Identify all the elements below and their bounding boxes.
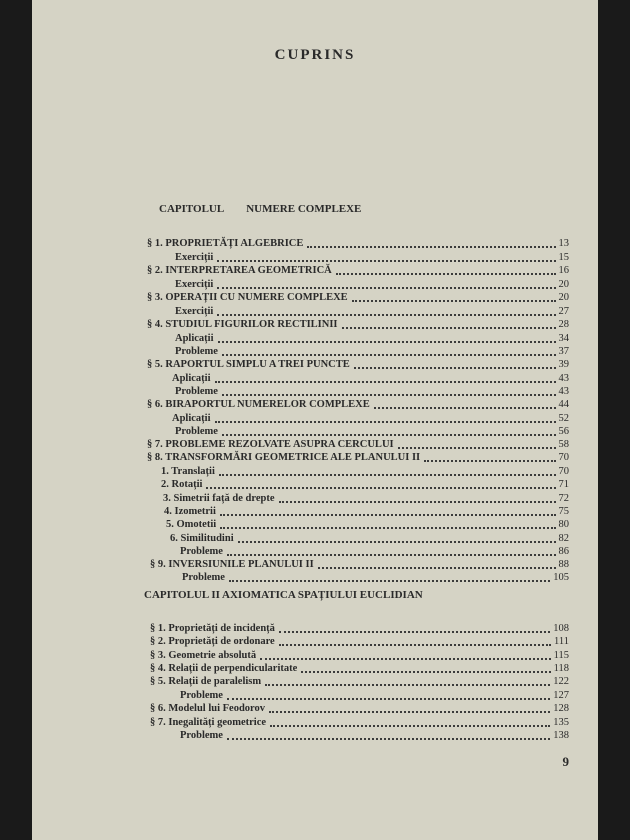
- entry-page-number: 88: [558, 559, 569, 570]
- chapter-2-entry: [150, 649, 569, 662]
- dot-leader: [218, 341, 556, 343]
- entry-title: Exerciții: [175, 279, 214, 290]
- entry-title: Probleme: [175, 426, 218, 437]
- entry-title: Probleme: [175, 346, 218, 357]
- chapter-2-heading: CAPITOLUL II AXIOMATICA SPAȚIULUI EUCLIDIAN: [144, 589, 423, 601]
- dot-leader: [269, 711, 550, 713]
- entry-page-number: 20: [558, 292, 569, 303]
- entry-title: § 7. Inegalități geometrice: [150, 717, 267, 728]
- entry-title: 6. Similitudini: [170, 533, 234, 544]
- entry-title: Aplicații: [172, 373, 211, 384]
- entry-page-number: 52: [558, 413, 569, 424]
- entry-title: Aplicații: [175, 333, 214, 344]
- chapter-2-entry: [150, 662, 569, 675]
- entry-page-number: 86: [558, 546, 569, 557]
- entry-page-number: 115: [553, 650, 569, 661]
- entry-title: § 7. PROBLEME REZOLVATE ASUPRA CERCULUI: [147, 439, 394, 450]
- dot-leader: [220, 527, 555, 529]
- entry-page-number: 105: [553, 572, 569, 583]
- entry-title: Probleme: [180, 546, 223, 557]
- entry-page-number: 111: [554, 636, 569, 647]
- entry-title: 5. Omotetii: [166, 519, 217, 530]
- chapter-1-entry: [175, 305, 569, 318]
- entry-page-number: 56: [558, 426, 569, 437]
- table-of-contents: [32, 0, 598, 840]
- entry-title: Aplicații: [172, 413, 211, 424]
- chapter-1-entry: [147, 318, 569, 331]
- chapter-1-entry: [175, 278, 569, 291]
- chapter-1-entry: [182, 571, 569, 584]
- entry-page-number: 15: [558, 252, 569, 263]
- dot-leader: [217, 287, 555, 289]
- dot-leader: [219, 474, 556, 476]
- chapter-1-entry: [147, 398, 569, 411]
- chapter-1-entry: [147, 264, 569, 277]
- dot-leader: [270, 725, 550, 727]
- dot-leader: [222, 394, 556, 396]
- dot-leader: [227, 698, 550, 700]
- chapter-1-entry: [175, 425, 569, 438]
- chapter-1-entry: [170, 532, 569, 545]
- entry-page-number: 44: [558, 399, 569, 410]
- entry-title: § 5. Relații de paralelism: [150, 676, 262, 687]
- dot-leader: [222, 434, 556, 436]
- dot-leader: [227, 738, 550, 740]
- entry-title: Probleme: [182, 572, 225, 583]
- dot-leader: [352, 300, 556, 302]
- dot-leader: [398, 447, 556, 449]
- entry-page-number: 122: [553, 676, 569, 687]
- entry-page-number: 34: [558, 333, 569, 344]
- dot-leader: [265, 684, 550, 686]
- entry-title: § 6. BIRAPORTUL NUMERELOR COMPLEXE: [147, 399, 370, 410]
- chapter-1-entry: [180, 545, 569, 558]
- entry-title: § 6. Modelul lui Feodorov: [150, 703, 266, 714]
- entry-title: 3. Simetrii față de drepte: [163, 493, 275, 504]
- page-title: CUPRINS: [274, 47, 356, 63]
- entry-title: Exerciții: [175, 306, 214, 317]
- dot-leader: [336, 273, 556, 275]
- dot-leader: [279, 631, 550, 633]
- chapter-1-entry: [147, 291, 569, 304]
- chapter-1-entry: [175, 385, 569, 398]
- dot-leader: [220, 514, 556, 516]
- dot-leader: [374, 407, 556, 409]
- dot-leader: [238, 541, 556, 543]
- chapter-1-label: CAPITOLUL: [159, 203, 225, 215]
- entry-title: Exerciții: [175, 252, 214, 263]
- entry-page-number: 37: [558, 346, 569, 357]
- entry-page-number: 39: [558, 359, 569, 370]
- entry-title: § 5. RAPORTUL SIMPLU A TREI PUNCTE: [147, 359, 350, 370]
- entry-page-number: 43: [558, 386, 569, 397]
- chapter-2-entry: [180, 689, 569, 702]
- entry-title: Probleme: [180, 730, 223, 741]
- book-page: [32, 0, 598, 840]
- chapter-2-entry: [150, 675, 569, 688]
- dot-leader: [279, 644, 551, 646]
- chapter-1-entry: [147, 358, 569, 371]
- dot-leader: [222, 354, 556, 356]
- entry-title: 4. Izometrii: [164, 506, 216, 517]
- entry-page-number: 82: [558, 533, 569, 544]
- entry-page-number: 128: [553, 703, 569, 714]
- dot-leader: [206, 487, 555, 489]
- chapter-2-entry: [150, 635, 569, 648]
- entry-page-number: 43: [558, 373, 569, 384]
- dot-leader: [260, 658, 550, 660]
- chapter-1-entry: [150, 558, 569, 571]
- entry-title: § 4. STUDIUL FIGURILOR RECTILINII: [147, 319, 338, 330]
- dot-leader: [215, 421, 556, 423]
- entry-page-number: 70: [558, 452, 569, 463]
- chapter-1-entry: [147, 237, 569, 250]
- chapter-1-entry: [172, 372, 569, 385]
- chapter-2-entry: [180, 729, 569, 742]
- entry-page-number: 70: [558, 466, 569, 477]
- chapter-1-entry: [166, 518, 569, 531]
- entry-title: § 9. INVERSIUNILE PLANULUI II: [150, 559, 314, 570]
- entry-title: 1. Translații: [161, 466, 215, 477]
- entry-page-number: 20: [558, 279, 569, 290]
- dot-leader: [301, 671, 550, 673]
- entry-page-number: 72: [558, 493, 569, 504]
- chapter-1-entry: [161, 465, 569, 478]
- entry-page-number: 27: [558, 306, 569, 317]
- entry-title: § 3. OPERAȚII CU NUMERE COMPLEXE: [147, 292, 348, 303]
- entry-title: § 2. INTERPRETAREA GEOMETRICĂ: [147, 265, 332, 276]
- chapter-1-entry: [172, 412, 569, 425]
- chapter-1-entry: [147, 451, 569, 464]
- entry-title: § 8. TRANSFORMĂRI GEOMETRICE ALE PLANULUI II: [147, 452, 421, 463]
- dot-leader: [229, 580, 550, 582]
- dot-leader: [217, 260, 555, 262]
- chapter-1-entry: [163, 492, 569, 505]
- dot-leader: [318, 567, 556, 569]
- entry-page-number: 118: [553, 663, 569, 674]
- chapter-2-entry: [150, 716, 569, 729]
- entry-title: § 3. Geometrie absolută: [150, 650, 257, 661]
- chapter-1-entry: [175, 251, 569, 264]
- dot-leader: [307, 246, 555, 248]
- dot-leader: [354, 367, 556, 369]
- chapter-2-entry: [150, 622, 569, 635]
- entry-page-number: 58: [558, 439, 569, 450]
- chapter-1-entry: [164, 505, 569, 518]
- chapter-1-entry: [161, 478, 569, 491]
- entry-title: Probleme: [180, 690, 223, 701]
- entry-title: § 1. PROPRIETĂȚI ALGEBRICE: [147, 238, 304, 249]
- entry-page-number: 135: [553, 717, 569, 728]
- chapter-2-entry: [150, 702, 569, 715]
- entry-page-number: 28: [558, 319, 569, 330]
- entry-page-number: 138: [553, 730, 569, 741]
- entry-page-number: 75: [558, 506, 569, 517]
- chapter-1-entry: [175, 345, 569, 358]
- entry-page-number: 16: [558, 265, 569, 276]
- chapter-1-name: NUMERE COMPLEXE: [246, 203, 362, 215]
- chapter-1-entry: [147, 438, 569, 451]
- dot-leader: [227, 554, 556, 556]
- entry-page-number: 108: [553, 623, 569, 634]
- entry-title: § 4. Relații de perpendicularitate: [150, 663, 298, 674]
- entry-title: Probleme: [175, 386, 218, 397]
- dot-leader: [217, 314, 555, 316]
- entry-page-number: 71: [558, 479, 569, 490]
- entry-page-number: 13: [558, 238, 569, 249]
- entry-title: 2. Rotații: [161, 479, 203, 490]
- page-number: 9: [562, 754, 569, 769]
- entry-page-number: 80: [558, 519, 569, 530]
- chapter-1-entry: [175, 332, 569, 345]
- entry-title: § 2. Proprietăți de ordonare: [150, 636, 275, 647]
- dot-leader: [279, 501, 556, 503]
- entry-page-number: 127: [553, 690, 569, 701]
- dot-leader: [215, 381, 556, 383]
- dot-leader: [424, 460, 555, 462]
- dot-leader: [342, 327, 556, 329]
- entry-title: § 1. Proprietăți de incidență: [150, 623, 275, 634]
